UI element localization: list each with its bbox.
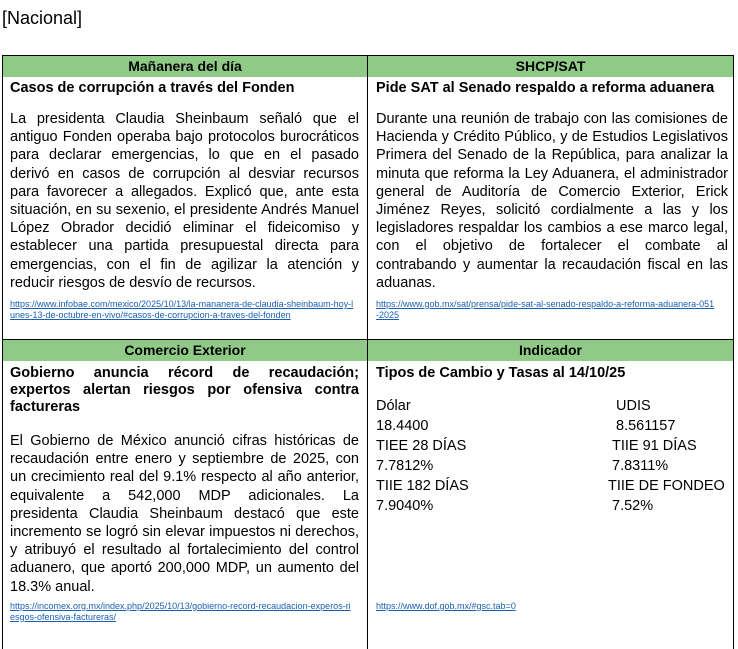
panel-comercio-exterior — [3, 361, 367, 649]
rate-label-fondeo: TIIE DE FONDEO — [608, 478, 725, 494]
rate-value-tiie182: 7.9040% — [376, 498, 434, 514]
rate-label-tiie182: TIIE 182 DÍAS — [376, 478, 469, 494]
rate-value-udis: 8.561157 — [616, 418, 676, 434]
headline-shcp-sat: Pide SAT al Senado respaldo a reforma aduanera — [376, 80, 715, 96]
news-table — [2, 55, 734, 649]
panel-manana — [3, 77, 367, 339]
panel-shcp-sat — [368, 77, 733, 339]
source-link-indicador[interactable]: https://www.dof.gob.mx/#gsc.tab=0 — [376, 601, 516, 611]
headline-manana: Casos de corrupción a través del Fonden — [10, 80, 295, 96]
rate-value-tiie28: 7.7812% — [376, 458, 434, 474]
headline-comercio-exterior: Gobierno anuncia récord de recaudación; expertos alertan riesgos por ofensiva contra factureras — [10, 365, 359, 415]
source-link-comercio-exterior[interactable]: https://incomex.org.mx/index.php/2025/10/13/gobierno-record-recaudacion-experos-riesgos-ofensiva-factureras/ — [10, 601, 351, 622]
header-indicador: Indicador — [368, 340, 733, 361]
header-comercio-exterior: Comercio Exterior — [3, 340, 367, 361]
headline-indicador: Tipos de Cambio y Tasas al 14/10/25 — [376, 365, 626, 381]
panel-indicador — [368, 361, 733, 649]
source-link-manana[interactable]: https://www.infobae.com/mexico/2025/10/13/la-mananera-de-claudia-sheinbaum-hoy-lunes-13-de-octubre-en-vivo/#casos-de-corrupcion-a-traves-del-fonden — [10, 299, 354, 320]
rate-label-tiie91: TIIE 91 DÍAS — [612, 438, 697, 454]
header-manana: Mañanera del día — [3, 56, 367, 77]
section-label: [Nacional] — [2, 8, 83, 28]
body-manana: La presidenta Claudia Sheinbaum señaló que el antiguo Fonden operaba bajo protocolos burocráticos para declarar emergencias, lo que en el pasado derivó en casos de corrupción al desviar recursos para favorecer a allegados. Explicó que, ante esta situación, en su sexenio, el presidente Andrés Manuel López Obrador decidió eliminar el fideicomiso y establecer una partida presupuestal directa para emergencias, con el fin de agilizar la atención y reducir riesgos de desvío de recursos. — [10, 111, 359, 291]
rate-value-tiie91: 7.8311% — [612, 458, 669, 474]
rate-label-udis: UDIS — [616, 398, 651, 414]
header-shcp-sat: SHCP/SAT — [368, 56, 733, 77]
body-shcp-sat: Durante una reunión de trabajo con las comisiones de Hacienda y Crédito Público, y de Estudios Legislativos Primera del Senado de la República, para analizar la minuta que reforma la Ley Aduanera, el administrador general de Auditoría de Comercio Exterior, Erick Jiménez Reyes, solicitó cordialmente a las y los legisladores respaldar los cambios a ese marco legal, con el objetivo de fortalecer el combate al contrabando y aumentar la recaudación fiscal en las aduanas. — [376, 111, 728, 291]
rate-label-tiie28: TIEE 28 DÍAS — [376, 438, 467, 454]
rate-value-dolar: 18.4400 — [376, 418, 429, 434]
rate-value-fondeo: 7.52% — [612, 498, 654, 514]
rate-label-dolar: Dólar — [376, 398, 411, 414]
body-comercio-exterior: El Gobierno de México anunció cifras históricas de recaudación entre enero y septiembre de 2025, con un crecimiento real del 9.1% respecto al año anterior, equivalente a 542,000 MDP adicionales. La presidenta Claudia Sheinbaum destacó que este incremento se logró sin elevar impuestos ni derechos, y atribuyó el resultado al fortalecimiento del control aduanero, que aportó 200,000 MDP, un aumento del 18.3% anual. — [10, 433, 359, 595]
source-link-shcp-sat[interactable]: https://www.gob.mx/sat/prensa/pide-sat-al-senado-respaldo-a-reforma-aduanera-051-2025 — [376, 299, 715, 320]
rates-table — [376, 397, 728, 522]
